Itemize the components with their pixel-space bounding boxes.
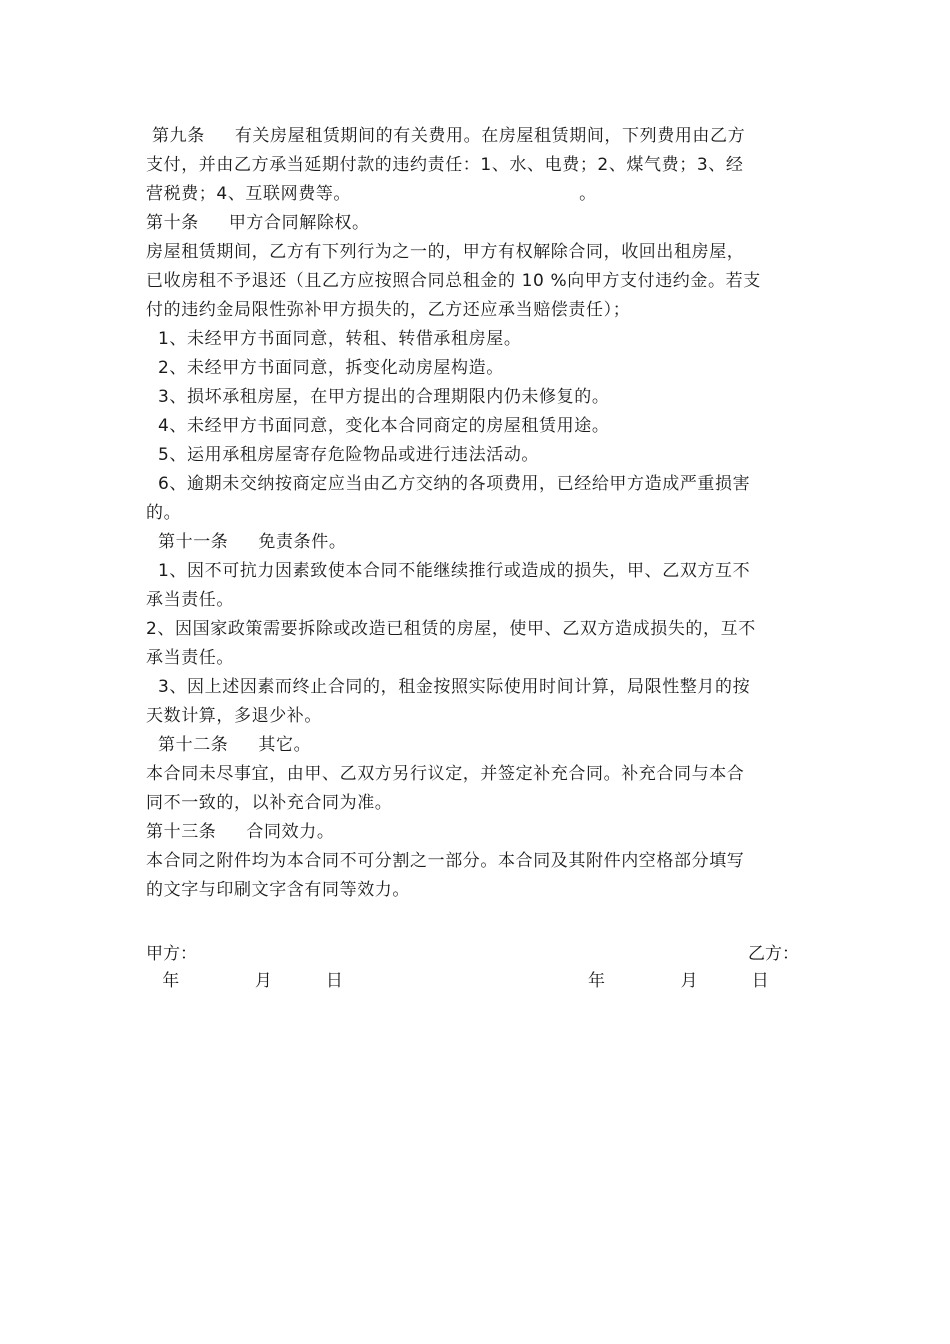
text-line: 1、因不可抗力因素致使本合同不能继续推行或造成的损失，甲、乙双方互不: [146, 561, 751, 581]
text-line: 第十条 甲方合同解除权。: [146, 213, 370, 233]
text-line: 本合同未尽事宜，由甲、乙双方另行议定，并签定补充合同。补充合同与本合: [146, 764, 745, 784]
text-line: 5、运用承租房屋寄存危险物品或进行违法活动。: [146, 445, 540, 465]
text-line: 承当责任。: [146, 590, 234, 610]
text-line: 4、未经甲方书面同意，变化本合同商定的房屋租赁用途。: [146, 416, 610, 436]
text-line: 2、因国家政策需要拆除或改造已租赁的房屋，使甲、乙双方造成损失的，互不: [146, 619, 756, 639]
text-line: 房屋租赁期间，乙方有下列行为之一的，甲方有权解除合同，收回出租房屋，: [146, 242, 745, 262]
text-line: 的。: [146, 503, 182, 523]
party-a-date: 年 月 日: [146, 971, 343, 991]
text-line: 付的违约金局限性弥补甲方损失的，乙方还应承当赔偿责任）；: [146, 300, 631, 320]
text-line: 第九条 有关房屋租赁期间的有关费用。在房屋租赁期间，下列费用由乙方: [146, 126, 746, 146]
text-line: 营税费；4、互联网费等。 。: [146, 184, 597, 204]
text-line: 第十三条 合同效力。: [146, 822, 335, 842]
party-b-date: 年 月 日: [588, 971, 769, 991]
text-line: 的文字与印刷文字含有同等效力。: [146, 880, 410, 900]
party-b-label: 乙方：: [748, 944, 799, 964]
text-line: 本合同之附件均为本合同不可分割之一部分。本合同及其附件内空格部分填写: [146, 851, 745, 871]
text-line: 天数计算，多退少补。: [146, 706, 322, 726]
contract-body: [146, 122, 810, 905]
text-line: 2、未经甲方书面同意，拆变化动房屋构造。: [146, 358, 504, 378]
text-line: 3、因上述因素而终止合同的，租金按照实际使用时间计算，局限性整月的按: [146, 677, 751, 697]
text-line: 1、未经甲方书面同意，转租、转借承租房屋。: [146, 329, 522, 349]
text-line: 同不一致的，以补充合同为准。: [146, 793, 393, 813]
party-a-label: 甲方：: [146, 944, 197, 964]
text-line: 3、损坏承租房屋，在甲方提出的合理期限内仍未修复的。: [146, 387, 610, 407]
text-line: 第十一条 免责条件。: [146, 532, 347, 552]
text-line: 第十二条 其它。: [146, 735, 312, 755]
text-line: 承当责任。: [146, 648, 234, 668]
text-line: 已收房租不予退还（且乙方应按照合同总租金的 10 %向甲方支付违约金。若支: [146, 271, 761, 291]
text-line: 6、逾期未交纳按商定应当由乙方交纳的各项费用，已经给甲方造成严重损害: [146, 474, 751, 494]
text-line: 支付，并由乙方承当延期付款的违约责任：1、水、电费；2、煤气费；3、经: [146, 155, 744, 175]
